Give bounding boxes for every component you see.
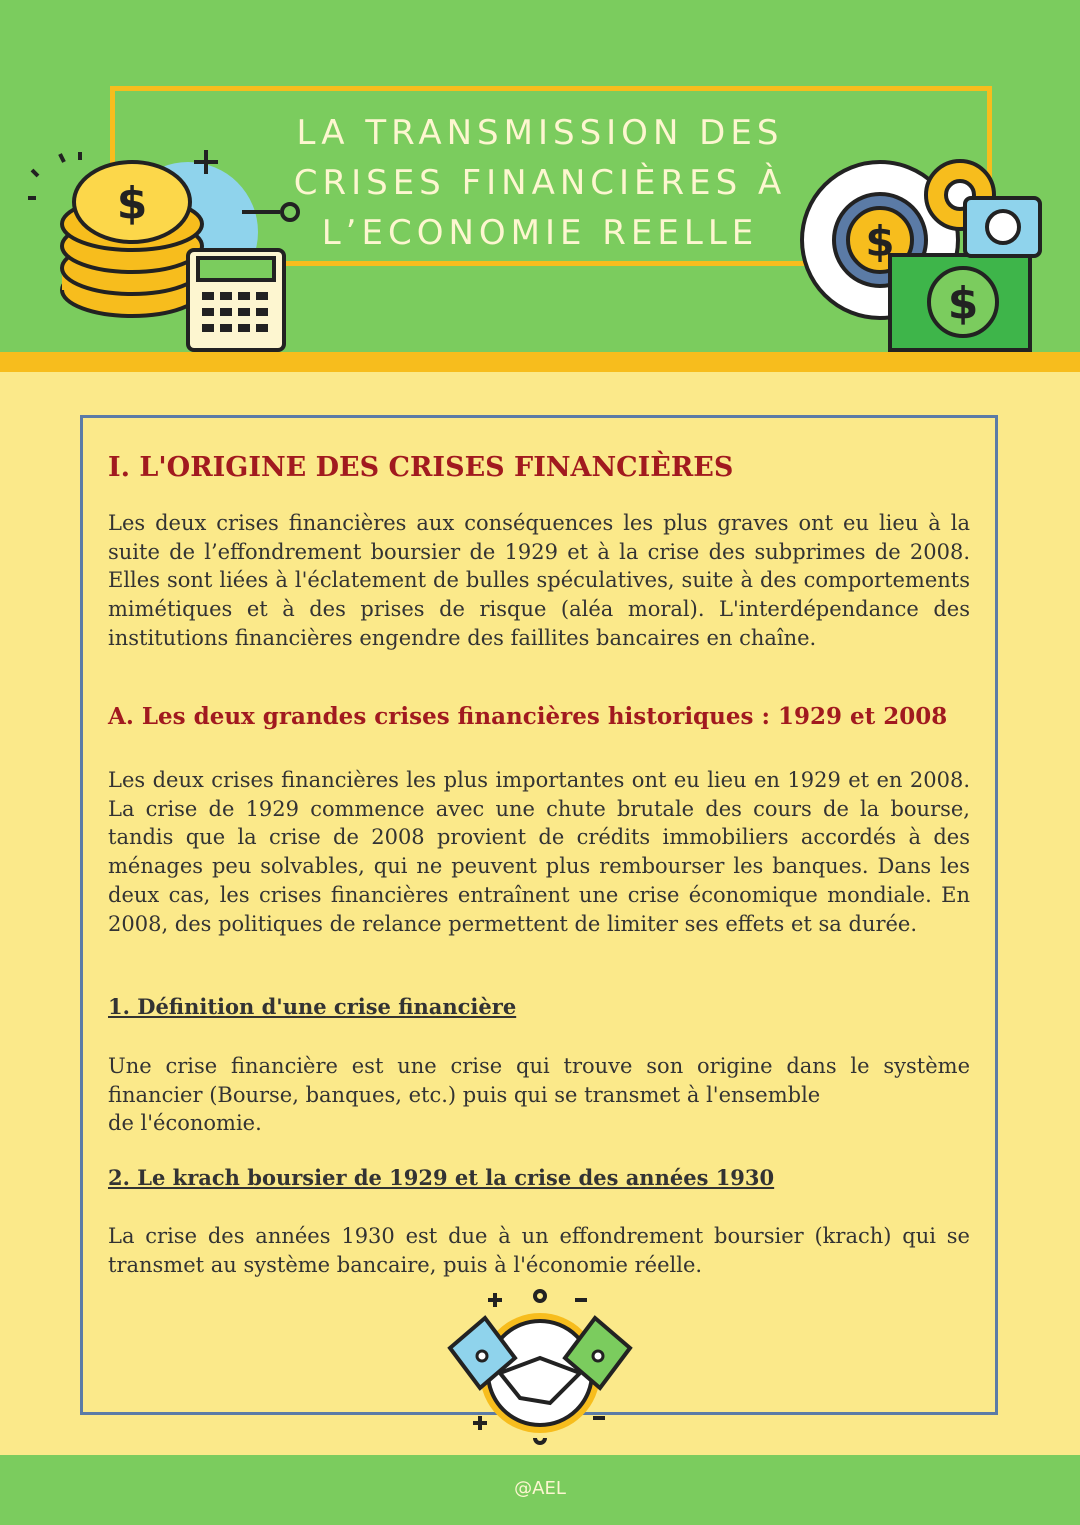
title-line-1: LA TRANSMISSION DES (296, 113, 784, 153)
footer-credit: @AEL (514, 1478, 566, 1499)
gears-dollar-icon (775, 140, 1065, 360)
definition-line-3: de l'économie. (108, 1111, 262, 1136)
definition-paragraph (108, 1052, 970, 1138)
heading-definition: 1. Définition d'une crise financière (108, 994, 517, 1019)
svg-text:$: $ (865, 217, 895, 266)
svg-text:$: $ (947, 278, 979, 329)
section1-paragraph: Les deux crises financières aux conséquences les plus graves ont eu lieu à la suite de l’effondrement boursier de 1929 et à la crise des subprimes de 2008. Elles sont liées à l'éclatement de bulles spéculatives, suite à des comportements mimétiques et à des prises de risque (aléa moral). L'interdépendance des institutions financières engendre des faillites bancaires en chaîne. (108, 511, 970, 650)
definition-line-2: financier (Bourse, banques, etc.) puis qui se transmet à l'ensemble (108, 1082, 821, 1107)
handshake-icon (440, 1288, 640, 1458)
title-line-2: CRISES FINANCIÈRES À (293, 163, 787, 203)
sectionA-paragraph: Les deux crises financières les plus importantes ont eu lieu en 1929 et en 2008. La crise de 1929 commence avec une chute brutale des cours de la bourse, tandis que la crise de 2008 provient de crédits immobiliers accordés à des ménages peu solvables, qui ne peuvent plus rembourser les banques. Dans les deux cas, les crises financières entraînent une crise économique mondiale. En 2008, des politiques de relance permettent de limiter ses effets et sa durée. (108, 768, 970, 936)
coins-calculator-icon (20, 140, 310, 360)
page-title (230, 108, 850, 258)
krach-paragraph: La crise des années 1930 est due à un effondrement boursier (krach) qui se transmet au système bancaire, puis à l'économie réelle. (108, 1224, 970, 1277)
title-line-3: L’ECONOMIE REELLE (321, 213, 759, 253)
section-heading-origine: I. L'ORIGINE DES CRISES FINANCIÈRES (108, 452, 734, 483)
heading-krach-1929: 2. Le krach boursier de 1929 et la crise des années 1930 (108, 1165, 775, 1190)
definition-line-1: Une crise financière est une crise qui trouve son origine dans le système (108, 1054, 970, 1078)
svg-text:$: $ (116, 178, 148, 229)
subsection-heading-grandes-crises: A. Les deux grandes crises financières historiques : 1929 et 2008 (108, 703, 948, 730)
